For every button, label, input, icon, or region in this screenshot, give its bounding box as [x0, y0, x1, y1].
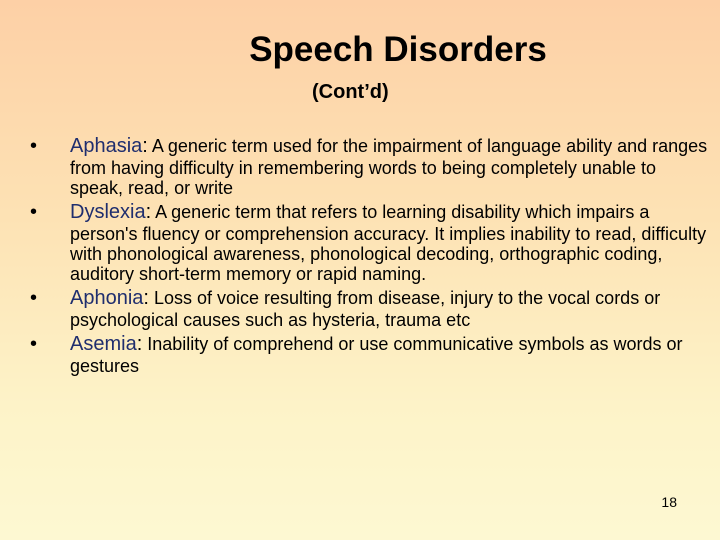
term-dyslexia: Dyslexia — [70, 201, 146, 223]
bullet-item-aphonia — [30, 286, 710, 330]
bullet-dot-icon: • — [30, 201, 38, 223]
bullet-text — [70, 286, 710, 330]
term-colon: : — [136, 333, 143, 355]
definition-dyslexia: A generic term that refers to learning disability which impairs a person's fluency or comprehension accuracy. It implies inability to read, difficulty with phonological awareness, phonological decoding, orthographic coding, auditory short-term memory or rapid naming. — [70, 202, 707, 284]
term-aphasia: Aphasia — [70, 135, 143, 157]
bullet-dot-icon: • — [30, 135, 38, 157]
bullet-dot-icon: • — [30, 333, 38, 355]
slide-subtitle: (Cont’d) — [312, 81, 389, 103]
term-colon: : — [145, 201, 152, 223]
definition-asemia: Inability of comprehend or use communicative symbols as words or gestures — [70, 334, 683, 376]
bullet-dot-icon: • — [30, 287, 38, 309]
term-colon: : — [143, 287, 149, 309]
definition-aphasia: A generic term used for the impairment of language ability and ranges from having difficulty in remembering words to being completely unable to speak, read, or write — [70, 136, 708, 198]
term-asemia: Asemia — [70, 333, 137, 355]
bullet-text — [70, 134, 710, 198]
definition-aphonia: Loss of voice resulting from disease, injury to the vocal cords or psychological causes such as hysteria, trauma etc — [70, 288, 661, 330]
term-aphonia: Aphonia — [70, 287, 144, 309]
slide-title: Speech Disorders — [249, 30, 547, 69]
bullet-item-dyslexia — [30, 200, 710, 284]
bullet-text — [70, 200, 710, 284]
bullet-list — [30, 134, 710, 378]
bullet-text — [70, 332, 710, 376]
bullet-item-asemia — [30, 332, 710, 376]
page-number: 18 — [661, 494, 677, 510]
term-colon: : — [142, 135, 148, 157]
bullet-item-aphasia — [30, 134, 710, 198]
